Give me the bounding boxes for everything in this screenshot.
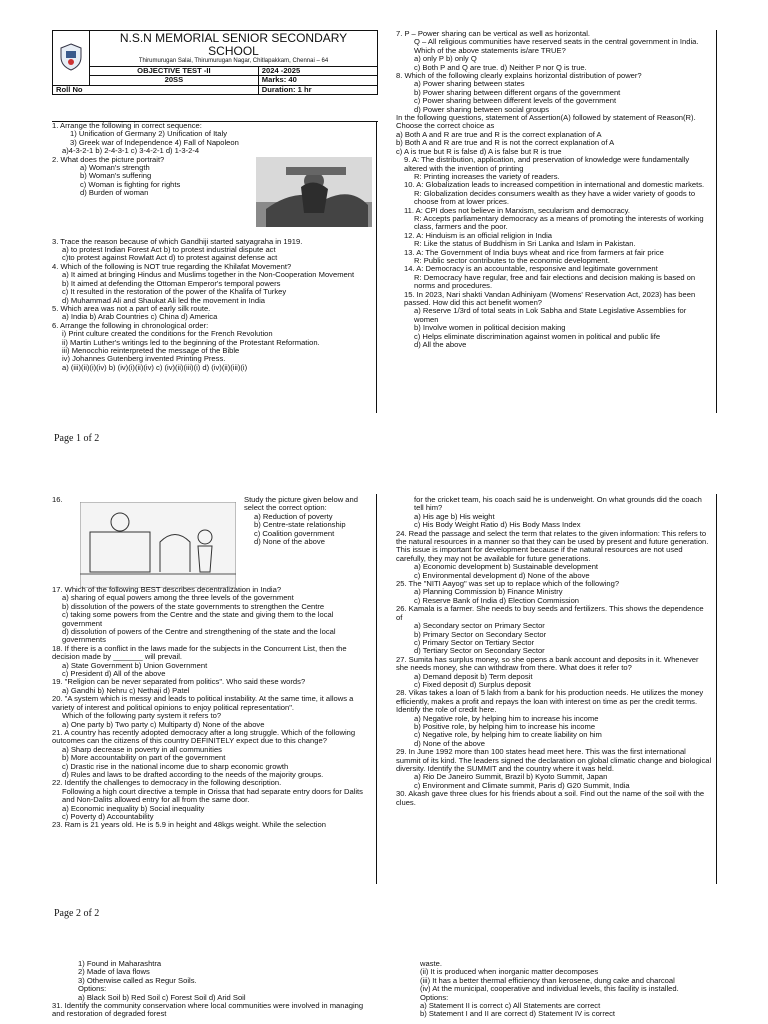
q6-item: ii) Martin Luther's writings led to the beginning of the Protestant Reformation.	[62, 337, 320, 347]
page2-left-column	[52, 586, 372, 830]
question-25: 25. The "NITI Aayog" was set up to replace which of the following?	[396, 579, 620, 589]
q29-options: c) Environment and Climate summit, Paris d) G20 Summit, India	[414, 780, 630, 790]
q6-item: i) Print culture created the conditions for the French Revolution	[62, 329, 273, 339]
school-logo-icon	[58, 42, 84, 72]
question-17: 17. Which of the following BEST describes decentralization in India?	[52, 585, 282, 594]
q16-prompt: Study the picture given below and select the correct option:	[244, 495, 358, 513]
q27-options: a) Demand deposit b) Term deposit	[414, 671, 533, 681]
question-31: 31. Identify the community conservation where local communities were involved in managing and restoration of degraded forest	[52, 1001, 364, 1019]
duration: Duration: 1 hr	[258, 85, 377, 94]
column-divider	[376, 494, 377, 884]
q6-item: iii) Menocchio reinterpreted the message of the Bible	[62, 345, 240, 355]
q30-clue: 2) Made of lava flows	[78, 967, 150, 977]
subject-code: 20SS	[90, 76, 259, 85]
q23-options: c) His Body Weight Ratio d) His Body Mass Index	[414, 520, 581, 530]
q1-item: 1) Unification of Germany 2) Unification of Italy	[70, 129, 228, 139]
q21-option: a) Sharp decrease in poverty in all communities	[62, 744, 222, 754]
q20-prompt: Which of the following party system it refers to?	[62, 711, 222, 721]
roll-no: Roll No	[53, 85, 259, 94]
q25-options: a) Planning Commission b) Finance Ministry	[414, 587, 563, 597]
q30-clue: 1) Found in Maharashtra	[78, 959, 162, 968]
question-14: 14. A: Democracy is an accountable, responsive and legitimate government	[404, 264, 658, 274]
q26-option: d) Tertiary Sector on Secondary Sector	[414, 646, 545, 656]
page-3	[0, 956, 768, 1024]
q28-option: a) Negative role, by helping him to increase his income	[414, 713, 599, 723]
q14-reason: R: Democracy have regular, free and fair elections and decision making is based on norms and procedures.	[414, 272, 696, 291]
q29-options: a) Rio De Janeiro Summit, Brazil b) Kyoto Summit, Japan	[414, 772, 608, 782]
q2-option: b) Woman's suffering	[80, 171, 152, 181]
q16-option: a) Reduction of poverty	[254, 511, 333, 521]
q21-option: b) More accountability on part of the government	[62, 753, 226, 763]
q16-option: d) None of the above	[254, 537, 325, 547]
statement-options: a) Statement II is correct c) All Statements are correct	[420, 1001, 601, 1011]
question-20: 20. "A system which is messy and leads to political instability. At the same time, it allows a variety of interest and political opinions to enjoy political representation".	[52, 694, 354, 712]
q15-option: b) Involve women in political decision making	[414, 323, 566, 333]
q4-option: d) Muhammad Ali and Shaukat Ali led the movement in India	[62, 295, 266, 305]
q15-option: d) All the above	[414, 340, 467, 350]
test-name: OBJECTIVE TEST -II	[90, 67, 259, 76]
question-30: 30. Akash gave three clues for his friends about a soil. Find out the name of the soil with the clues.	[396, 789, 705, 807]
marks: Marks: 40	[258, 76, 377, 85]
q21-option: d) Rules and laws to be drafted according to the needs of the majority groups.	[62, 769, 324, 779]
question-4: 4. Which of the following is NOT true regarding the Khilafat Movement?	[52, 261, 292, 271]
assertion-option: b) Both A and R are true and R is not the correct explanation of A	[396, 138, 615, 148]
q28-option: b) Positive role, by helping him to increase his income	[414, 721, 596, 731]
q3-options: c)to protest against Rowlatt Act d) to protest against defense act	[62, 253, 278, 263]
question-19: 19. "Religion can be never separated from politics". Who said these words?	[52, 677, 306, 687]
q1-options: a)4-3-2-1 b) 2-4-3-1 c) 3-4-2-1 d) 1-3-2-4	[62, 146, 200, 156]
q7-options: a) only P b) only Q	[414, 54, 477, 64]
page3-left-column	[52, 960, 372, 1019]
options-label: Options:	[420, 992, 449, 1002]
q26-option: a) Secondary sector on Primary Sector	[414, 621, 545, 631]
page-number: Page 1 of 2	[54, 433, 100, 444]
q22-options: c) Poverty d) Accountability	[62, 811, 154, 821]
q26-option: b) Primary Sector on Secondary Sector	[414, 629, 547, 639]
question-9: 9. A: The distribution, application, and preservation of knowledge were fundamentally altered with the invention of printing	[404, 155, 690, 173]
question-1: 1. Arrange the following in correct sequence:	[52, 121, 202, 130]
q1-item: 3) Greek war of Independence 4) Fall of Napoleon	[70, 137, 239, 147]
q28-option: d) None of the above	[414, 738, 485, 748]
statement: (iii) It has a better thermal efficiency than kerosene, dung cake and charcoal	[420, 975, 675, 985]
right-border	[716, 30, 717, 413]
q22-description: Following a high court directive a temple in Orissa that had separate entry doors for Dalits and Non-Dalits allowed entry for all from the same door.	[62, 786, 363, 805]
q5-options: a) India b) Arab Countries c) China d) America	[62, 312, 218, 322]
q24-options: a) Economic development b) Sustainable development	[414, 562, 599, 572]
question-22: 22. Identify the challenges to democracy in the following description.	[52, 778, 282, 788]
page3-right-column	[420, 960, 714, 1019]
question-26: 26. Kamala is a farmer. She needs to buy seeds and fertilizers. This shows the dependence of	[396, 604, 704, 622]
q30-options: a) Black Soil b) Red Soil c) Forest Soil d) Arid Soil	[78, 992, 246, 1002]
q15-option: a) Reserve 1/3rd of total seats in Lok Sabha and State Legislative Assemblies for women	[414, 306, 687, 324]
question-27: 27. Sumita has surplus money, so she opens a bank account and deposits in it. Whenever she needs money, she can withdraw from there. What does it refer to?	[396, 654, 699, 673]
q4-option: a) It aimed at bringing Hindus and Muslims together in the Non-Cooperation Movement	[62, 270, 355, 280]
statement-continued: waste.	[420, 959, 442, 968]
q19-options: a) Gandhi b) Nehru c) Nethaji d) Patel	[62, 685, 190, 695]
page-2	[0, 494, 768, 934]
woman-burden-picture	[256, 157, 372, 227]
school-name-line1: N.S.N MEMORIAL SENIOR SECONDARY	[119, 31, 348, 45]
question-2: 2. What does the picture portrait?	[52, 154, 165, 164]
q8-option: b) Power sharing between different organs of the government	[414, 87, 621, 97]
header-table	[52, 30, 378, 95]
question-3: 3. Trace the reason because of which Gandhiji started satyagraha in 1919.	[52, 236, 303, 246]
statement: (ii) It is produced when inorganic matter decomposes	[420, 967, 599, 977]
question-12: 12. A: Hinduism is an official religion in India	[404, 230, 553, 240]
school-address: Thirumurugan Salai, Thirumurugan Nagar, Chitlapakkam, Chennai – 64	[138, 58, 329, 64]
question-15: 15. In 2023, Nari shakti Vandan Adhiniyam (Womens' Reservation Act, 2023) has been passed. How did this act benefit women?	[404, 289, 696, 307]
logo-cell	[53, 31, 90, 86]
page2-right-column	[396, 496, 712, 807]
statement-options: b) Statement I and II are correct d) Statement IV is correct	[420, 1009, 615, 1019]
question-7: 7. P – Power sharing can be vertical as well as horizontal.	[396, 29, 591, 38]
q8-option: d) Power sharing between social groups	[414, 104, 550, 114]
q7-statement: Q – All religious communities have reserved seats in the central government in India.	[414, 37, 699, 47]
column-divider	[376, 121, 377, 413]
q23-options: a) His age b) His weight	[414, 511, 495, 521]
q10-reason: R: Globalization decides consumers wealth as they have a wider variety of goods to choose from at lower prices.	[414, 188, 696, 207]
question-11: 11. A: CPI does not believe in Marxism, secularism and democracy.	[404, 205, 630, 215]
question-6: 6. Arrange the following in chronological order:	[52, 320, 209, 330]
question-18: 18. If there is a conflict in the laws made for the subjects in the Concurrent List, then the decision made by _______ will prevail.	[52, 643, 347, 662]
q18-options: c) President d) All of the above	[62, 669, 166, 679]
statement: (iv) At the municipal, cooperative and individual levels, this facility is installed.	[420, 984, 679, 994]
school-name-line2: SCHOOL	[208, 44, 259, 58]
q13-reason: R: Public sector contributes to the economic development.	[414, 255, 610, 265]
q6-item: iv) Johannes Gutenberg invented Printing Press.	[62, 354, 226, 364]
q18-options: a) State Government b) Union Government	[62, 660, 208, 670]
q2-option: d) Burden of woman	[80, 188, 149, 198]
page-1	[0, 0, 768, 470]
assertion-instructions: In the following questions, statement of Assertion(A) followed by statement of Reason(R). Choose the correct choice as	[396, 113, 696, 131]
q4-option: c) It resulted in the restoration of the power of the Khalifa of Turkey	[62, 287, 287, 297]
question-16: 16.	[52, 495, 63, 504]
assertion-option: c) A is true but R is false d) A is false but R is true	[396, 146, 562, 156]
question-24: 24. Read the passage and select the term that relates to the given information: This refers to the natural resources in a manner so that they can be used by present and future generation. This issue is important for development because if the natural resources are not used carefully, they may not be available for future generations.	[396, 528, 709, 563]
q17-option: a) sharing of equal powers among the three levels of the government	[62, 593, 294, 603]
q30-options-label: Options:	[78, 984, 107, 994]
school-name-cell	[90, 31, 378, 67]
question-28: 28. Vikas takes a loan of 5 lakh from a bank for his production needs. He utilizes the money efficiently, makes a profit and repays the loan with interest on time as per the credit terms. Identify the role of credit here.	[396, 688, 704, 715]
q17-option: b) dissolution of the powers of the state governments to strengthen the Centre	[62, 601, 325, 611]
q12-reason: R: Like the status of Buddhism in Sri Lanka and Islam in Pakistan.	[414, 239, 636, 249]
q8-option: c) Power sharing between different levels of the government	[414, 96, 617, 106]
q20-options: a) One party b) Two party c) Multiparty d) None of the above	[62, 719, 265, 729]
academic-year: 2024 -2025	[258, 67, 377, 76]
q27-options: c) Fixed deposit d) Surplus deposit	[414, 679, 531, 689]
page1-right-column	[396, 30, 712, 349]
assertion-option: a) Both A and R are true and R is the correct explanation of A	[396, 129, 602, 139]
question-23: 23. Ram is 21 years old. He is 5.9 in height and 48kgs weight. While the selection	[52, 820, 326, 830]
q16-options	[244, 496, 374, 546]
cartoon-picture	[80, 502, 236, 588]
q3-options: a) to protest Indian Forest Act b) to protest industrial dispute act	[62, 245, 276, 255]
q24-options: c) Environmental development d) None of the above	[414, 570, 590, 580]
page-number: Page 2 of 2	[54, 908, 100, 919]
q8-option: a) Power sharing between states	[414, 79, 525, 89]
question-10: 10. A: Globalization leads to increased competition in international and domestic markets.	[404, 180, 705, 190]
q7-prompt: Which of the above statements is/are TRUE?	[414, 45, 566, 55]
q15-option: c) Helps eliminate discrimination against women in political and public life	[414, 331, 661, 341]
q7-options: c) Both P and Q are true. d) Neither P nor Q is true.	[414, 62, 587, 72]
q16-option: b) Centre-state relationship	[254, 520, 346, 530]
q2-option: c) Woman is fighting for rights	[80, 179, 181, 189]
q22-options: a) Economic inequality b) Social inequality	[62, 803, 205, 813]
q23-continued: for the cricket team, his coach said he is underweight. On what grounds did the coach tell him?	[414, 495, 702, 513]
q21-option: c) Drastic rise in the national income due to sharp economic growth	[62, 761, 289, 771]
question-29: 29. In June 1992 more than 100 states head meet here. This was the first international summit of its kind. The leaders signed the declaration on global climatic change and biological diversity. Identify the SUMMIT and the country where it was held.	[396, 747, 712, 773]
q2-option: a) Woman's strength	[80, 163, 150, 173]
q6-options: a) (iii)(ii)(i)(iv) b) (iv)(i)(ii)(iv) c) (iv)(ii)(iii)(i) d) (iv)(ii)(iii)(i)	[62, 362, 248, 372]
question-8: 8. Which of the following clearly explains horizontal distribution of power?	[396, 71, 642, 81]
question-5: 5. Which area was not a part of early silk route.	[52, 303, 211, 313]
q30-clue: 3) Otherwise called as Regur Soils.	[78, 975, 197, 985]
question-13: 13. A: The Government of India buys wheat and rice from farmers at fair price	[404, 247, 664, 257]
q28-option: c) Negative role, by helping him to create liability on him	[414, 730, 602, 740]
q26-option: c) Primary Sector on Tertiary Sector	[414, 637, 535, 647]
q17-option: c) taking some powers from the Centre and the state and giving them to the local government	[62, 610, 334, 628]
q11-reason: R: Accepts parliamentary democracy as a means of promoting the interests of working class, farmers and the poor.	[414, 213, 704, 232]
q17-option: d) dissolution of powers of the Centre and strengthening of the state and the local governments	[62, 627, 336, 645]
q9-reason: R: Printing increases the variety of readers.	[414, 171, 560, 181]
right-border	[716, 494, 717, 884]
q4-option: b) It aimed at defending the Ottoman Emperor's temporal powers	[62, 278, 281, 288]
question-21: 21. A country has recently adopted democracy after a long struggle. Which of the following outcomes can the citizens of this country DEFINITELY expect due to this change?	[52, 727, 356, 746]
q25-options: c) Reserve Bank of India d) Election Commission	[414, 595, 580, 605]
q16-option: c) Coalition government	[254, 528, 335, 538]
